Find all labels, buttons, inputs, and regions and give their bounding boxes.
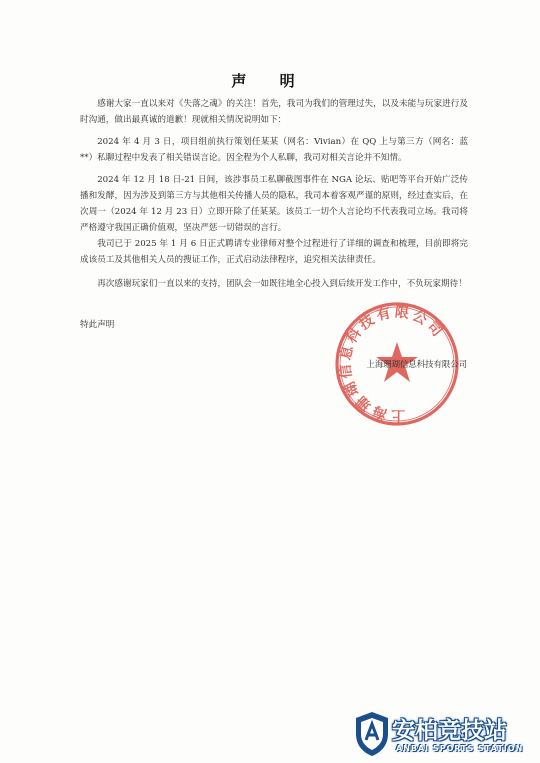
paragraph-action: 2024 年 12 月 18 日-21 日间，该涉事员工私聊截图事件在 NGA 论坛、贴吧等平台开始广泛传播和发酵，因为涉及到第三方与其他相关传播人员的隐私，我司本着客观严谨的原则，经过查实后，在次周一（2024 年 12 月 23 日）立即开除了任某某。该员工一切个人言论均不代表我司立场。我司将严格遵守我国正确价值观，坚决严惩一切错误的言行。 <box>80 175 468 233</box>
watermark-logo-icon <box>352 710 392 758</box>
closing-statement: 特此声明 <box>80 320 115 330</box>
paragraph-incident: 2024 年 4 月 3 日，项目组前执行策划任某某（网名：Vivian）在 QQ 上与第三方（网名：蓝**）私聊过程中发表了相关错误言论。因全程为个人私聊，我司对相关言论并不知情。 <box>80 137 468 163</box>
paragraph-thanks: 再次感谢玩家们一直以来的支持，团队会一如既往地全心投入到后续开发工作中，不负玩家期待！ <box>97 279 467 289</box>
document-title: 声 明 <box>231 72 309 90</box>
watermark-subtitle: ANBAI SPORTS STATION <box>396 744 524 753</box>
paragraph-intro: 感谢大家一直以来对《失落之魂》的关注！首先，我司为我们的管理过失，以及未能与玩家进行及时沟通，做出最真诚的道歉！现就相关情况说明如下： <box>80 99 468 125</box>
watermark <box>352 710 540 762</box>
watermark-name: 安柏竞技站 <box>392 718 507 744</box>
seal-text: 上海珊瑚信息科技有限公司 <box>337 304 447 424</box>
paragraph-legal: 我司已于 2025 年 1 月 6 日正式聘请专业律师对整个过程进行了详细的调查和梳理，目前即将完成该员工及其他相关人员的搜证工作，正式启动法律程序，追究相关法律责任。 <box>80 239 468 265</box>
company-signature: 上海珊瑚信息科技有限公司 <box>366 359 467 369</box>
